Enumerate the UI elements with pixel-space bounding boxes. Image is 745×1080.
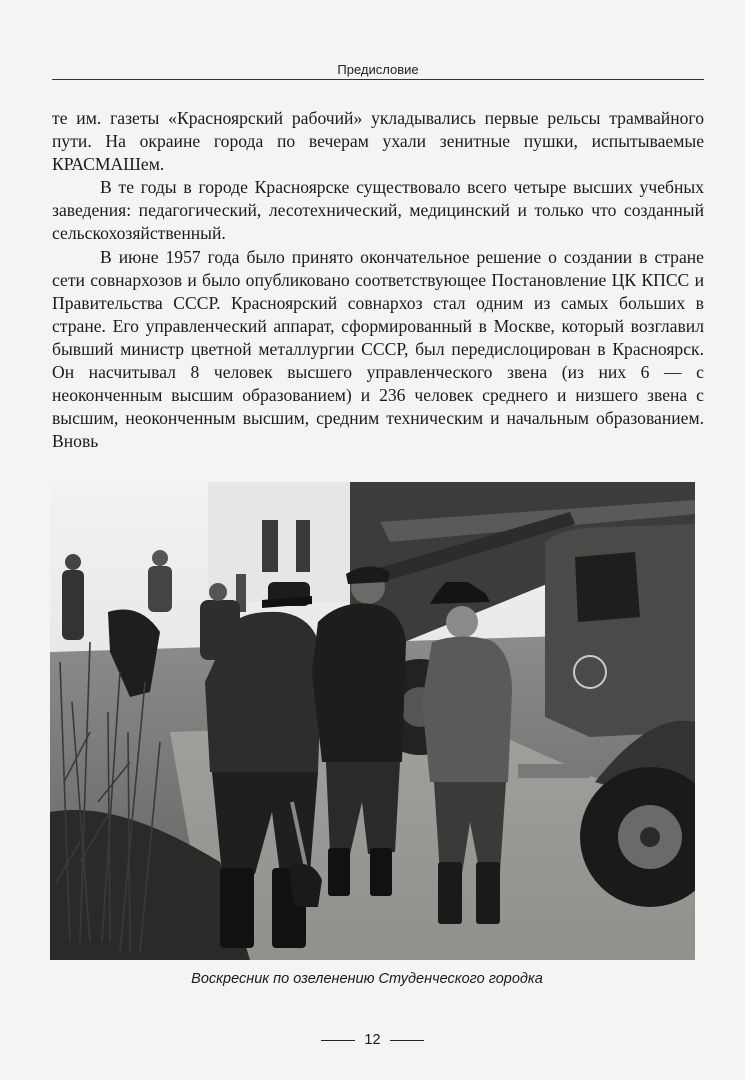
- figure-caption: Воскресник по озеленению Студенческого городка: [191, 971, 543, 987]
- folio-dash-right: [390, 1040, 424, 1041]
- page-number: [0, 1032, 745, 1048]
- photograph: [50, 482, 695, 960]
- running-head: Предисловие: [337, 62, 419, 77]
- body-text: [52, 107, 704, 453]
- photo-illustration: [50, 482, 695, 960]
- folio-dash-left: [321, 1040, 355, 1041]
- paragraph-2: В те годы в городе Красноярске существовало всего четыре высших учебных заведения: педагогический, лесотехнический, медицинский и только что созданный сельскохозяйственный.: [52, 177, 704, 244]
- header-rule: [52, 79, 704, 80]
- paragraph-3: В июне 1957 года было принято окончательное решение о создании в стране сети совнархозов и было опубликовано соответствующее Постановление ЦК КПСС и Правительства СССР. Красноярский совнархоз стал одним из самых больших в стране. Его управленческий аппарат, сформированный в Москве, который возглавил бывший министр цветной металлургии СССР, был передислоцирован в Красноярск. Он насчитывал 8 человек высшего управленческого звена (из них 6 — с неоконченным высшим образованием) и 236 человек среднего и низшего звена с высшим, неоконченным высшим, средним техническим и начальным образованием. Вновь: [52, 246, 704, 452]
- paragraph-1: те им. газеты «Красноярский рабочий» укладывались первые рельсы трамвайного пути. На окраине города по вечерам ухали зенитные пушки, испытываемые КРАСМАШем.: [52, 108, 704, 175]
- page-number-value: 12: [364, 1032, 381, 1048]
